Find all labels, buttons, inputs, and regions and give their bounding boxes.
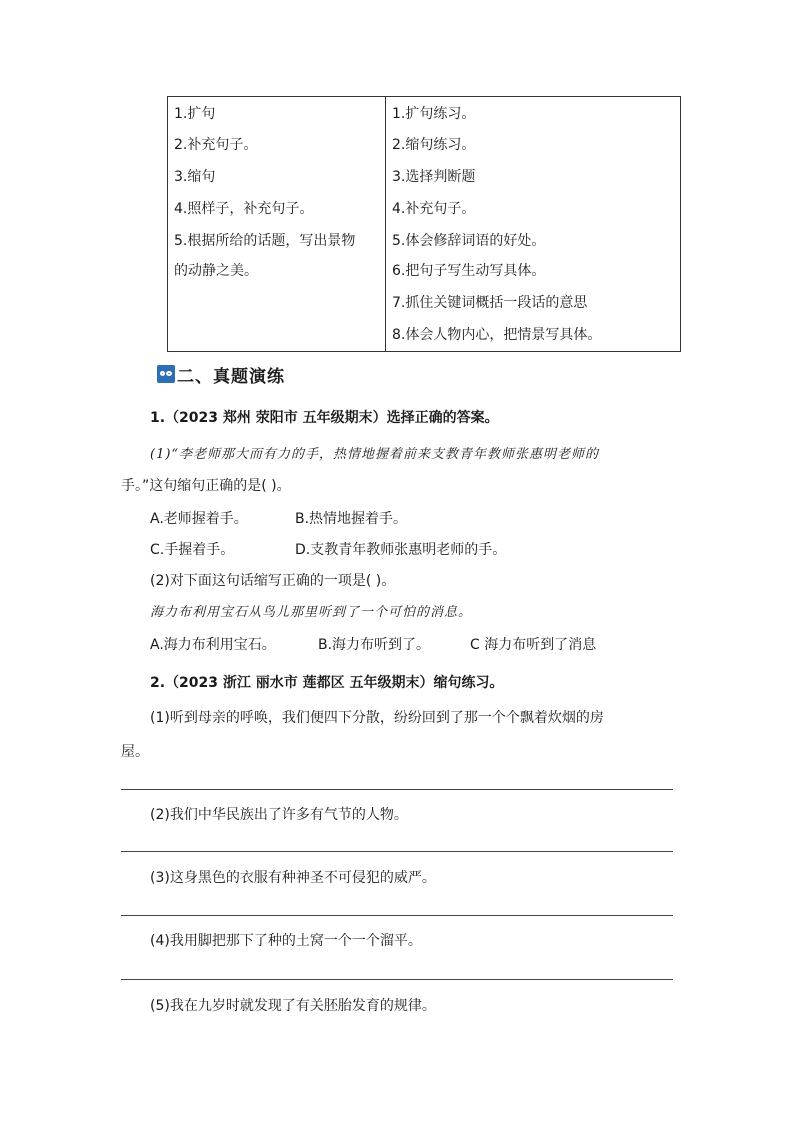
table-cell: 2.缩句练习。: [392, 137, 476, 153]
q1-part2-line2: 海力布利用宝石从鸟儿那里听到了一个可怕的消息。: [150, 605, 473, 620]
q1-part2-option-b: B.海力布听到了。: [318, 637, 431, 653]
q2-sentence-1-line1: (1)听到母亲的呼唤，我们便四下分散，纷纷回到了那一个个飘着炊烟的房: [150, 710, 604, 726]
key-icon: [157, 365, 175, 383]
section-title: 二、真题演练: [177, 366, 285, 387]
answer-line: [121, 851, 673, 852]
q1-part1-line1: (1)“李老师那大而有力的手，热情地握着前来支教青年教师张惠明老师的: [150, 447, 600, 462]
q1-option-b: B.热情地握着手。: [295, 511, 408, 527]
answer-line: [121, 979, 673, 980]
q2-sentence-4: (4)我用脚把那下了种的土窝一个一个溜平。: [150, 933, 422, 949]
table-cell: 的动静之美。: [174, 263, 258, 279]
table-cell: 5.根据所给的话题，写出景物: [174, 233, 356, 249]
table-cell: 4.补充句子。: [392, 201, 476, 217]
table-cell: 3.选择判断题: [392, 169, 476, 185]
table-cell: 5.体会修辞词语的好处。: [392, 233, 546, 249]
question-1-title: 1.（2023 郑州 荥阳市 五年级期末）选择正确的答案。: [150, 410, 499, 426]
q2-sentence-5: (5)我在九岁时就发现了有关胚胎发育的规律。: [150, 998, 436, 1014]
table-cell: 2.补充句子。: [174, 137, 258, 153]
table-cell: 8.体会人物内心，把情景写具体。: [392, 327, 602, 343]
q1-option-d: D.支教青年教师张惠明老师的手。: [295, 542, 507, 558]
q1-part1-line2: 手。”这句缩句正确的是( )。: [121, 478, 291, 494]
section-heading: [157, 360, 285, 388]
content-table: [167, 96, 681, 352]
table-right-column: [386, 97, 680, 351]
q1-option-c: C.手握着手。: [150, 542, 235, 558]
table-cell: 7.抓住关键词概括一段话的意思: [392, 295, 588, 311]
table-cell: 3.缩句: [174, 169, 216, 185]
table-cell: 1.扩句练习。: [392, 106, 476, 122]
q2-sentence-2: (2)我们中华民族出了许多有气节的人物。: [150, 807, 408, 823]
answer-line: [121, 915, 673, 916]
table-cell: 4.照样子，补充句子。: [174, 201, 314, 217]
table-cell: 6.把句子写生动写具体。: [392, 263, 546, 279]
answer-line: [121, 789, 673, 790]
question-2-title: 2.（2023 浙江 丽水市 莲都区 五年级期末）缩句练习。: [150, 675, 504, 691]
q1-part2-option-c: C 海力布听到了消息: [470, 637, 597, 653]
q1-part2-line1: (2)对下面这句话缩写正确的一项是( )。: [150, 573, 396, 589]
table-left-column: [168, 97, 386, 351]
table-cell: 1.扩句: [174, 106, 216, 122]
q2-sentence-3: (3)这身黑色的衣服有种神圣不可侵犯的威严。: [150, 870, 436, 886]
q1-part2-option-a: A.海力布利用宝石。: [150, 637, 276, 653]
q2-sentence-1-line2: 屋。: [121, 744, 149, 760]
q1-option-a: A.老师握着手。: [150, 511, 248, 527]
